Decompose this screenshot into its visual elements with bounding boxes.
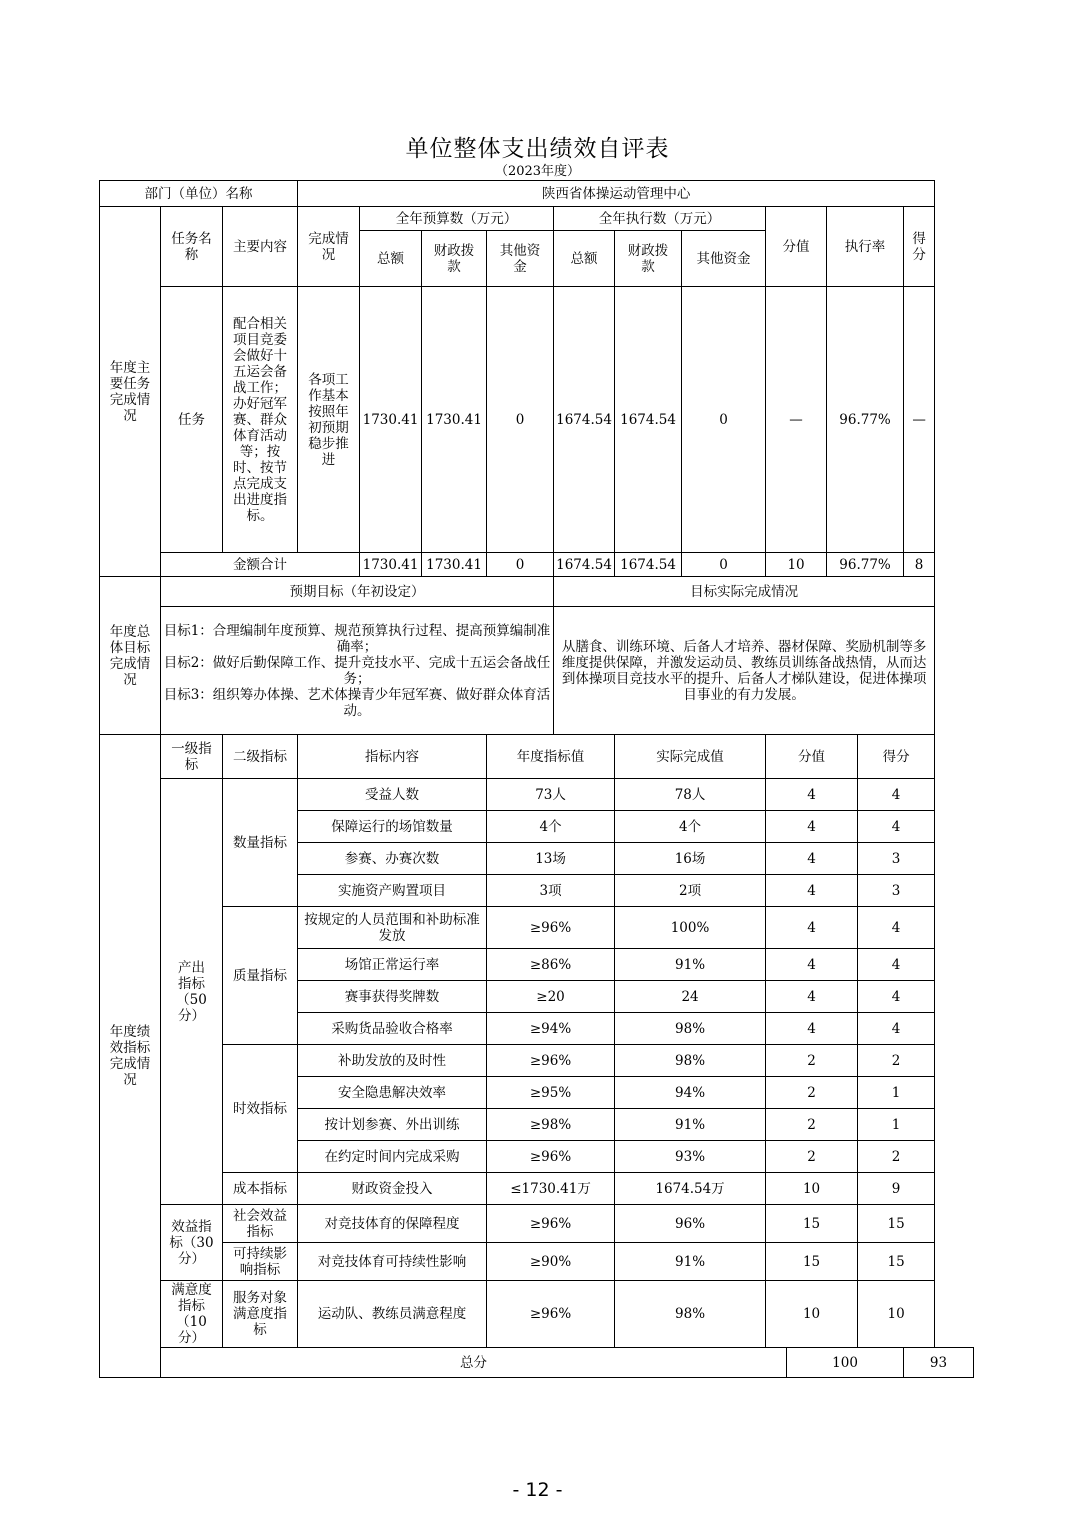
indicator-value: 4 — [766, 1013, 858, 1045]
indicator-content: 对竞技体育可持续性影响 — [298, 1243, 487, 1281]
indicator-content: 补助发放的及时性 — [298, 1045, 487, 1077]
indicator-value: 4 — [766, 981, 858, 1013]
indicator-actual: 1674.54万 — [615, 1173, 766, 1205]
goals-expected-header: 预期目标（年初设定） — [161, 577, 554, 607]
indicator-target: 73人 — [487, 779, 615, 811]
level2-header: 二级指标 — [223, 735, 298, 779]
task-content: 配合相关项目竞委会做好十五运会备战工作；办好冠军赛、群众体育活动等；按时、按节点完成支出进度指标。 — [223, 287, 298, 553]
total-row — [100, 1348, 974, 1378]
exec-header: 全年执行数（万元） — [554, 207, 766, 231]
indicator-score: 3 — [858, 843, 935, 875]
indicator-value: 4 — [766, 949, 858, 981]
indicator-score: 4 — [858, 1013, 935, 1045]
table-row — [100, 1281, 974, 1348]
perf-score-value-header: 分值 — [766, 735, 858, 779]
indicator-value: 2 — [766, 1141, 858, 1173]
indicator-content: 按规定的人员范围和补助标准发放 — [298, 907, 487, 949]
indicator-target: ≥96% — [487, 1141, 615, 1173]
indicator-actual: 94% — [615, 1077, 766, 1109]
indicator-content: 赛事获得奖牌数 — [298, 981, 487, 1013]
task-exec-total: 1674.54 — [554, 287, 615, 553]
indicator-content: 在约定时间内完成采购 — [298, 1141, 487, 1173]
score-header: 得分 — [904, 207, 935, 287]
indicator-target: ≥96% — [487, 1281, 615, 1348]
indicator-value: 4 — [766, 811, 858, 843]
indicator-target: ≥96% — [487, 1205, 615, 1243]
task-exec-other: 0 — [682, 287, 766, 553]
task-row — [100, 287, 974, 553]
indicator-value: 4 — [766, 779, 858, 811]
task-name: 任务 — [161, 287, 223, 553]
service-indicator-label: 服务对象满意度指标 — [223, 1281, 298, 1348]
indicator-value: 4 — [766, 875, 858, 907]
page-number: - 12 - — [512, 1479, 563, 1501]
indicator-content: 实施资产购置项目 — [298, 875, 487, 907]
sum-budget-other: 0 — [487, 553, 554, 577]
goals-actual-header: 目标实际完成情况 — [554, 577, 935, 607]
goal-item-2: 目标2：做好后勤保障工作、提升竞技水平、完成十五运会备战任务； — [163, 654, 551, 687]
target-header: 年度指标值 — [487, 735, 615, 779]
indicator-score: 15 — [858, 1243, 935, 1281]
sustain-indicator-label: 可持续影响指标 — [223, 1243, 298, 1281]
task-budget-total: 1730.41 — [360, 287, 422, 553]
total-label: 总分 — [161, 1348, 787, 1378]
perf-header-row — [100, 735, 974, 779]
unit-value: 陕西省体操运动管理中心 — [298, 181, 935, 207]
indicator-target: 4个 — [487, 811, 615, 843]
indicator-actual: 98% — [615, 1013, 766, 1045]
indicator-value: 4 — [766, 843, 858, 875]
unit-row — [100, 181, 974, 207]
indicator-value: 15 — [766, 1243, 858, 1281]
table-row — [100, 907, 974, 949]
indicator-value: 2 — [766, 1109, 858, 1141]
indicator-score: 9 — [858, 1173, 935, 1205]
goals-section-label: 年度总体目标完成情况 — [100, 577, 161, 735]
indicator-actual: 91% — [615, 1109, 766, 1141]
sum-budget-fiscal: 1730.41 — [422, 553, 487, 577]
goal-item-1: 目标1：合理编制年度预算、规范预算执行过程、提高预算编制准确率； — [163, 622, 551, 655]
indicator-content: 按计划参赛、外出训练 — [298, 1109, 487, 1141]
sum-score-value: 10 — [766, 553, 827, 577]
indicator-value: 2 — [766, 1045, 858, 1077]
indicator-score: 4 — [858, 949, 935, 981]
main-content-header: 主要内容 — [223, 207, 298, 287]
indicator-content: 财政资金投入 — [298, 1173, 487, 1205]
indicator-target: ≥95% — [487, 1077, 615, 1109]
status-header: 完成情况 — [298, 207, 360, 287]
indicator-actual: 78人 — [615, 779, 766, 811]
indicator-value: 15 — [766, 1205, 858, 1243]
indicator-score: 3 — [858, 875, 935, 907]
indicator-target: 13场 — [487, 843, 615, 875]
indicator-value: 10 — [766, 1173, 858, 1205]
perf-section-label: 年度绩效指标完成情况 — [100, 735, 161, 1378]
sum-exec-other: 0 — [682, 553, 766, 577]
indicator-actual: 4个 — [615, 811, 766, 843]
indicator-actual: 91% — [615, 949, 766, 981]
task-exec-fiscal: 1674.54 — [615, 287, 682, 553]
budget-other-header: 其他资金 — [487, 231, 554, 287]
page-subtitle: （2023年度） — [494, 164, 581, 179]
indicator-actual: 98% — [615, 1281, 766, 1348]
total-value: 100 — [787, 1348, 904, 1378]
sum-budget-total: 1730.41 — [360, 553, 422, 577]
indicator-content: 对竞技体育的保障程度 — [298, 1205, 487, 1243]
indicator-score: 4 — [858, 907, 935, 949]
indicator-target: ≥20 — [487, 981, 615, 1013]
indicator-actual: 96% — [615, 1205, 766, 1243]
evaluation-table — [99, 180, 974, 1378]
indicator-target: ≥86% — [487, 949, 615, 981]
sum-row — [100, 553, 974, 577]
indicator-target: 3项 — [487, 875, 615, 907]
indicator-target: ≥96% — [487, 907, 615, 949]
goals-actual: 从膳食、训练环境、后备人才培养、器材保障、奖励机制等多维度提供保障，并激发运动员、教练员训练备战热情，从而达到体操项目竞技水平的提升、后备人才梯队建设，促进体操项目事业的有力发展。 — [554, 607, 935, 735]
indicator-content: 参赛、办赛次数 — [298, 843, 487, 875]
task-budget-fiscal: 1730.41 — [422, 287, 487, 553]
indicator-content: 运动队、教练员满意程度 — [298, 1281, 487, 1348]
level1-header: 一级指标 — [161, 735, 223, 779]
indicator-content: 受益人数 — [298, 779, 487, 811]
indicator-content: 场馆正常运行率 — [298, 949, 487, 981]
indicator-actual: 91% — [615, 1243, 766, 1281]
unit-label: 部门（单位）名称 — [100, 181, 298, 207]
indicator-score: 15 — [858, 1205, 935, 1243]
task-budget-other: 0 — [487, 287, 554, 553]
indicator-target: ≤1730.41万 — [487, 1173, 615, 1205]
indicator-score: 2 — [858, 1141, 935, 1173]
budget-fiscal-header: 财政拨款 — [422, 231, 487, 287]
sum-exec-fiscal: 1674.54 — [615, 553, 682, 577]
indicator-content: 采购货品验收合格率 — [298, 1013, 487, 1045]
goals-content-row — [100, 607, 974, 735]
indicator-score: 4 — [858, 811, 935, 843]
goals-expected — [161, 607, 554, 735]
indicator-actual: 98% — [615, 1045, 766, 1077]
indicator-actual: 93% — [615, 1141, 766, 1173]
indicator-target: ≥98% — [487, 1109, 615, 1141]
indicator-value: 10 — [766, 1281, 858, 1348]
sum-score: 8 — [904, 553, 935, 577]
page-title: 单位整体支出绩效自评表 — [405, 136, 670, 162]
indicator-target: ≥90% — [487, 1243, 615, 1281]
perf-score-header: 得分 — [858, 735, 935, 779]
quantity-indicator-label: 数量指标 — [223, 779, 298, 907]
table-row — [100, 1243, 974, 1281]
indicator-score: 1 — [858, 1109, 935, 1141]
indicator-score: 10 — [858, 1281, 935, 1348]
task-name-header: 任务名称 — [161, 207, 223, 287]
quality-indicator-label: 质量指标 — [223, 907, 298, 1045]
sum-rate: 96.77% — [827, 553, 904, 577]
table-row — [100, 779, 974, 811]
exec-other-header: 其他资金 — [682, 231, 766, 287]
rate-header: 执行率 — [827, 207, 904, 287]
indicator-actual: 2项 — [615, 875, 766, 907]
satisfaction-indicator-label: 满意度指标（10分） — [161, 1281, 223, 1348]
cost-indicator-label: 成本指标 — [223, 1173, 298, 1205]
table-row — [100, 1173, 974, 1205]
indicator-score: 4 — [858, 779, 935, 811]
task-status: 各项工作基本按照年初预期稳步推进 — [298, 287, 360, 553]
social-indicator-label: 社会效益指标 — [223, 1205, 298, 1243]
indicator-score: 1 — [858, 1077, 935, 1109]
output-indicator-label: 产出指标（50分） — [161, 779, 223, 1205]
indicator-target: ≥94% — [487, 1013, 615, 1045]
budget-total-header: 总额 — [360, 231, 422, 287]
sum-exec-total: 1674.54 — [554, 553, 615, 577]
indicator-value: 2 — [766, 1077, 858, 1109]
task-score-value: — — [766, 287, 827, 553]
tasks-section-label: 年度主要任务完成情况 — [100, 207, 161, 577]
task-score: — — [904, 287, 935, 553]
indicator-actual: 16场 — [615, 843, 766, 875]
table-row — [100, 1205, 974, 1243]
indicator-content: 安全隐患解决效率 — [298, 1077, 487, 1109]
task-header-row-1 — [100, 207, 974, 231]
actual-header: 实际完成值 — [615, 735, 766, 779]
indicator-content-header: 指标内容 — [298, 735, 487, 779]
indicator-actual: 24 — [615, 981, 766, 1013]
timeliness-indicator-label: 时效指标 — [223, 1045, 298, 1173]
budget-header: 全年预算数（万元） — [360, 207, 554, 231]
sum-label: 金额合计 — [161, 553, 360, 577]
goals-header-row — [100, 577, 974, 607]
indicator-content: 保障运行的场馆数量 — [298, 811, 487, 843]
exec-total-header: 总额 — [554, 231, 615, 287]
score-value-header: 分值 — [766, 207, 827, 287]
indicator-score: 4 — [858, 981, 935, 1013]
total-score: 93 — [904, 1348, 974, 1378]
indicator-actual: 100% — [615, 907, 766, 949]
task-rate: 96.77% — [827, 287, 904, 553]
table-row — [100, 1045, 974, 1077]
indicator-value: 4 — [766, 907, 858, 949]
goal-item-3: 目标3：组织筹办体操、艺术体操青少年冠军赛、做好群众体育活动。 — [163, 686, 551, 719]
benefit-indicator-label: 效益指标（30分） — [161, 1205, 223, 1281]
indicator-target: ≥96% — [487, 1045, 615, 1077]
indicator-score: 2 — [858, 1045, 935, 1077]
exec-fiscal-header: 财政拨款 — [615, 231, 682, 287]
